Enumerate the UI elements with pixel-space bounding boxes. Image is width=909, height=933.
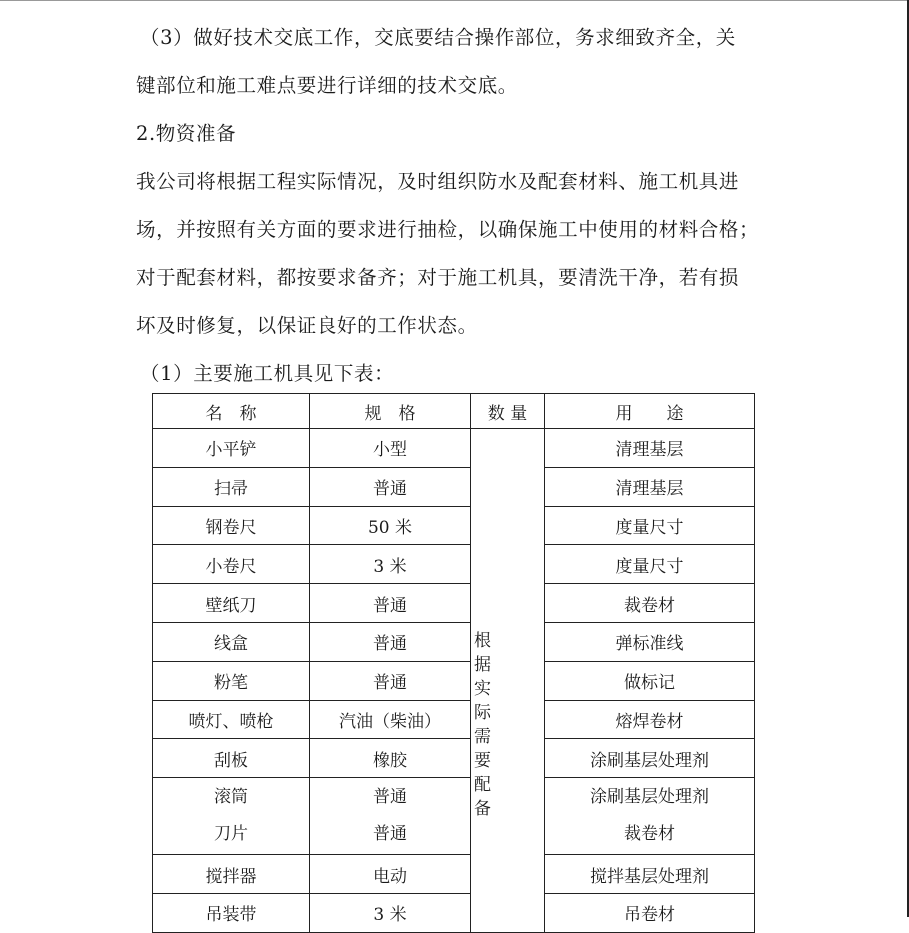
cell-name: 小卷尺 [153, 545, 310, 584]
cell-name: 喷灯、喷枪 [153, 700, 310, 739]
cell-name: 粉笔 [153, 661, 310, 700]
cell-use: 度量尺寸 [545, 506, 755, 545]
paragraph-materials-4: 坏及时修复，以保证良好的工作状态。 [136, 314, 478, 337]
paragraph-tech-briefing-2: 键部位和施工难点要进行详细的技术交底。 [136, 74, 518, 97]
cell-spec: 普通 [310, 622, 471, 661]
cell-spec: 橡胶 [310, 739, 471, 778]
cell-spec: 普通 [373, 787, 407, 808]
quantity-note: 根据实际需要配备 [474, 631, 491, 819]
paragraph-materials-2: 场，并按照有关方面的要求进行抽检，以确保施工中使用的材料合格； [136, 218, 760, 241]
cell-use: 涂刷基层处理剂 [545, 739, 755, 778]
paragraph-materials-3: 对于配套材料，都按要求备齐；对于施工机具，要清洗干净，若有损 [136, 266, 740, 289]
cell-use: 熔焊卷材 [545, 700, 755, 739]
cell-name: 小平铲 [153, 429, 310, 468]
cell-quantity-merged [471, 429, 545, 933]
cell-use: 度量尺寸 [545, 545, 755, 584]
cell-spec: 普通 [310, 661, 471, 700]
cell-spec: 普通 [373, 824, 407, 845]
cell-spec: 小型 [310, 429, 471, 468]
cell-name: 扫帚 [153, 467, 310, 506]
header-name: 名 称 [153, 394, 310, 429]
cell-use: 清理基层 [545, 429, 755, 468]
cell-spec: 汽油（柴油） [310, 700, 471, 739]
cell-name-double [153, 778, 310, 855]
cell-spec: 50 米 [310, 506, 471, 545]
cell-name: 刀片 [214, 824, 248, 845]
cell-use: 搅拌基层处理剂 [545, 855, 755, 894]
paragraph-materials-1: 我公司将根据工程实际情况，及时组织防水及配套材料、施工机具进 [136, 170, 740, 193]
cell-use: 裁卷材 [624, 824, 675, 845]
header-use: 用 途 [545, 394, 755, 429]
cell-spec: 普通 [310, 467, 471, 506]
cell-spec: 电动 [310, 855, 471, 894]
cell-name: 刮板 [153, 739, 310, 778]
cell-name: 滚筒 [214, 787, 248, 808]
cell-use: 裁卷材 [545, 584, 755, 623]
cell-spec: 3 米 [310, 893, 471, 932]
cell-use: 弹标准线 [545, 622, 755, 661]
header-spec: 规 格 [310, 394, 471, 429]
cell-name: 线盒 [153, 622, 310, 661]
cell-name: 吊装带 [153, 893, 310, 932]
page-top-border [0, 0, 909, 1]
table-caption: （1）主要施工机具见下表： [140, 362, 395, 385]
paragraph-tech-briefing-1: （3）做好技术交底工作，交底要结合操作部位，务求细致齐全，关 [140, 26, 736, 49]
cell-use: 清理基层 [545, 467, 755, 506]
cell-spec-double [310, 778, 471, 855]
cell-spec: 3 米 [310, 545, 471, 584]
section-heading-materials: 2.物资准备 [136, 122, 237, 145]
cell-name: 搅拌器 [153, 855, 310, 894]
cell-use: 吊卷材 [545, 893, 755, 932]
header-quantity: 数 量 [471, 394, 545, 429]
equipment-table [152, 393, 755, 933]
cell-name: 钢卷尺 [153, 506, 310, 545]
cell-use-double [545, 778, 755, 855]
cell-name: 壁纸刀 [153, 584, 310, 623]
cell-spec: 普通 [310, 584, 471, 623]
cell-use: 做标记 [545, 661, 755, 700]
cell-use: 涂刷基层处理剂 [590, 787, 709, 808]
